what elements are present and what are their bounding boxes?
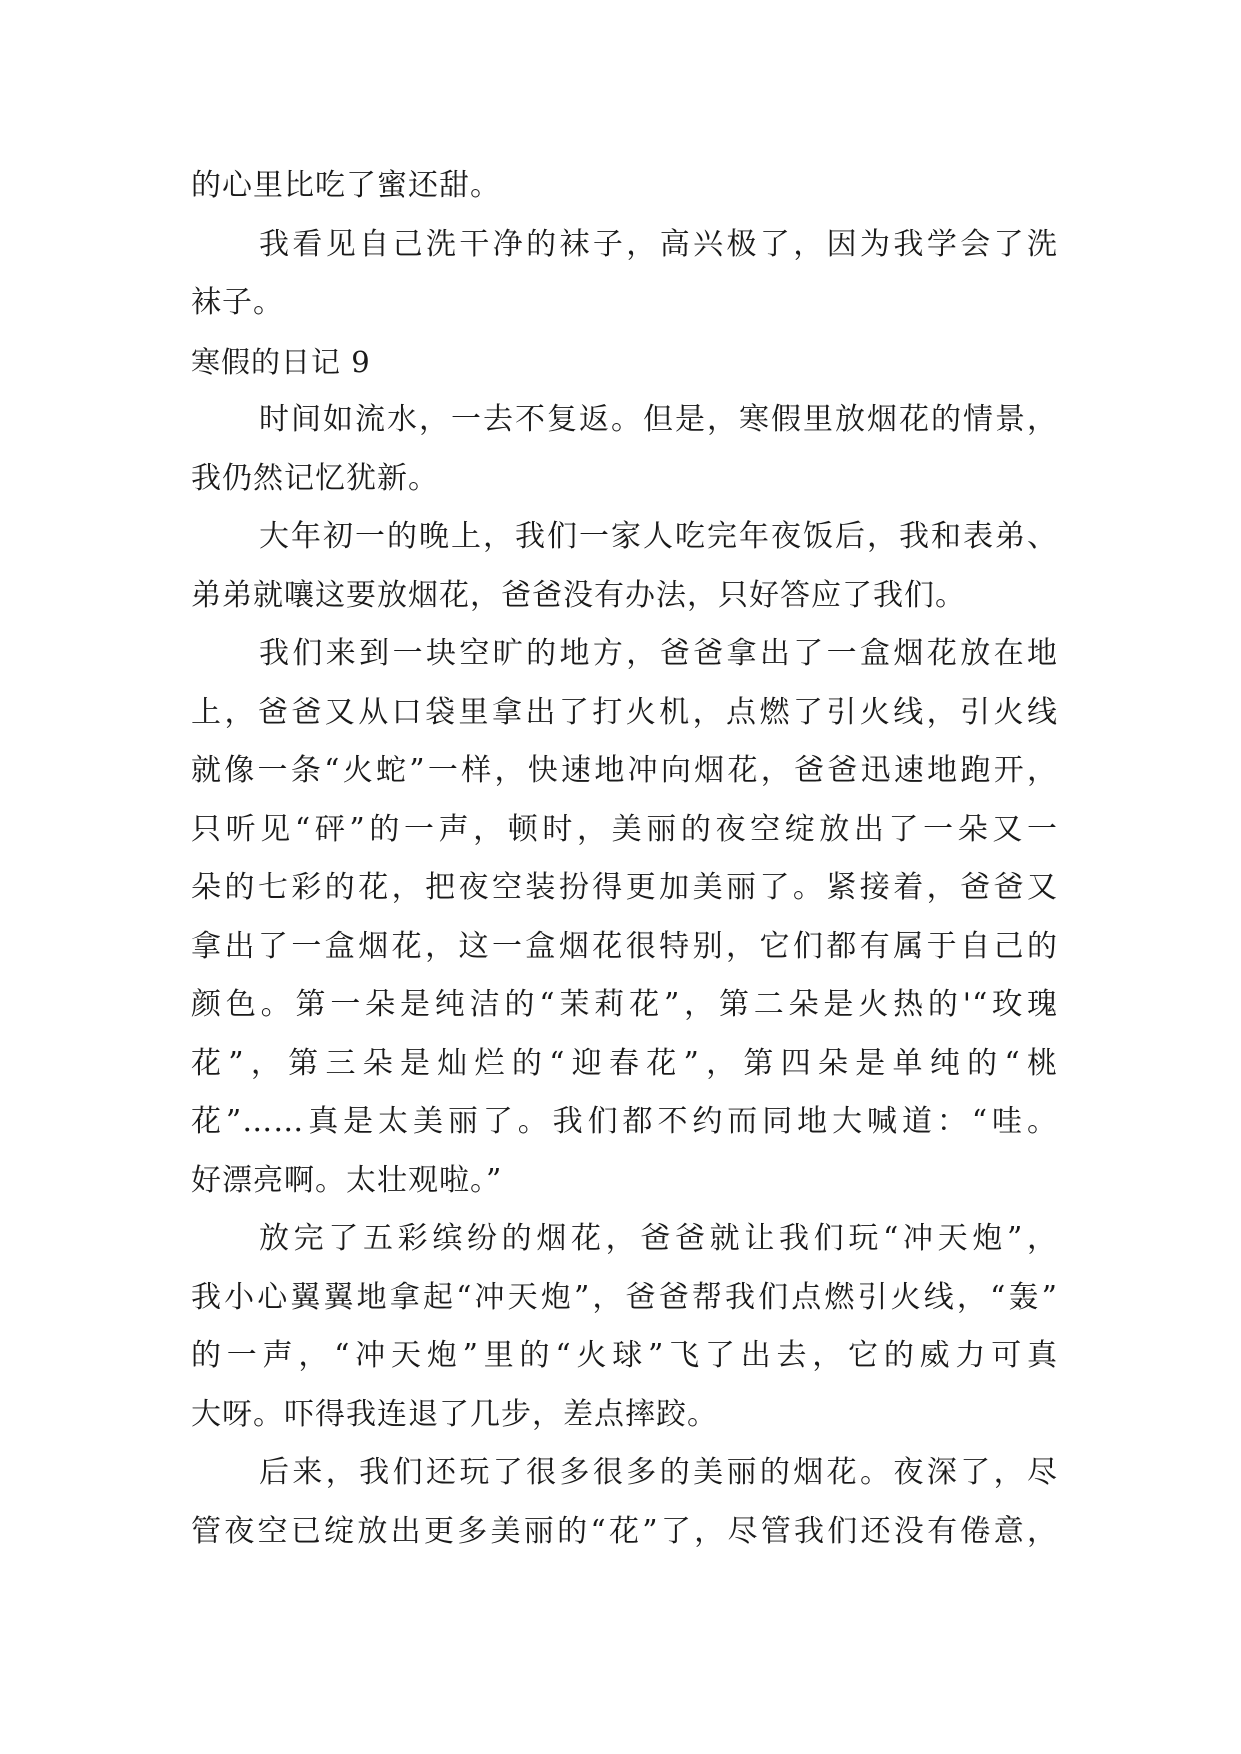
text-line: 上，爸爸又从口袋里拿出了打火机，点燃了引火线，引火线	[191, 694, 1058, 730]
text-line: 时间如流水，一去不复返。但是，寒假里放烟花的情景，	[259, 402, 1058, 437]
diary-heading	[191, 333, 1058, 392]
text-line: 就像一条“火蛇”一样，快速地冲向烟花，爸爸迅速地跑开，	[191, 753, 1058, 788]
text-line: 我看见自己洗干净的袜子，高兴极了，因为我学会了洗	[259, 226, 1058, 262]
text-line: 只听见“砰”的一声，顿时，美丽的夜空绽放出了一朵又一	[191, 811, 1058, 847]
document-body	[191, 157, 1058, 1561]
paragraph-continuation	[191, 157, 1058, 216]
text-line: 花”……真是太美丽了。我们都不约而同地大喊道：“哇。	[191, 1104, 1058, 1139]
paragraph	[191, 1444, 1058, 1561]
text-line: 管夜空已绽放出更多美丽的“花”了，尽管我们还没有倦意，	[191, 1513, 1058, 1549]
text-line: 大年初一的晚上，我们一家人吃完年夜饭后，我和表弟、	[259, 519, 1058, 554]
text-line: 拿出了一盒烟花，这一盒烟花很特别，它们都有属于自己的	[191, 928, 1058, 964]
text-line: 大呀。吓得我连退了几步，差点摔跤。	[191, 1396, 718, 1432]
paragraph	[191, 508, 1058, 625]
text-line: 袜子。	[191, 285, 284, 320]
text-line: 朵的七彩的花，把夜空装扮得更加美丽了。紧接着，爸爸又	[191, 870, 1058, 905]
paragraph	[191, 391, 1058, 508]
text-line: 我们来到一块空旷的地方，爸爸拿出了一盒烟花放在地	[259, 636, 1058, 671]
heading-text: 寒假的日记 9	[191, 344, 371, 379]
text-line: 后来，我们还玩了很多很多的美丽的烟花。夜深了，尽	[259, 1455, 1058, 1490]
text-line: 花”，第三朵是灿烂的“迎春花”，第四朵是单纯的“桃	[191, 1045, 1058, 1081]
text-line: 好漂亮啊。太壮观啦。”	[191, 1162, 503, 1198]
text-line: 我小心翼翼地拿起“冲天炮”，爸爸帮我们点燃引火线，“轰”	[191, 1279, 1058, 1315]
text-line: 弟弟就嚷这要放烟花，爸爸没有办法，只好答应了我们。	[191, 577, 966, 613]
paragraph	[191, 1210, 1058, 1444]
text-line: 的心里比吃了蜜还甜。	[191, 168, 501, 203]
paragraph	[191, 625, 1058, 1210]
text-line: 的一声，“冲天炮”里的“火球”飞了出去，它的威力可真	[191, 1338, 1058, 1373]
text-line: 颜色。第一朵是纯洁的“茉莉花”，第二朵是火热的'“玫瑰	[191, 987, 1058, 1022]
paragraph	[191, 216, 1058, 333]
text-line: 我仍然记忆犹新。	[191, 460, 439, 496]
text-line: 放完了五彩缤纷的烟花，爸爸就让我们玩“冲天炮”，	[259, 1221, 1058, 1256]
